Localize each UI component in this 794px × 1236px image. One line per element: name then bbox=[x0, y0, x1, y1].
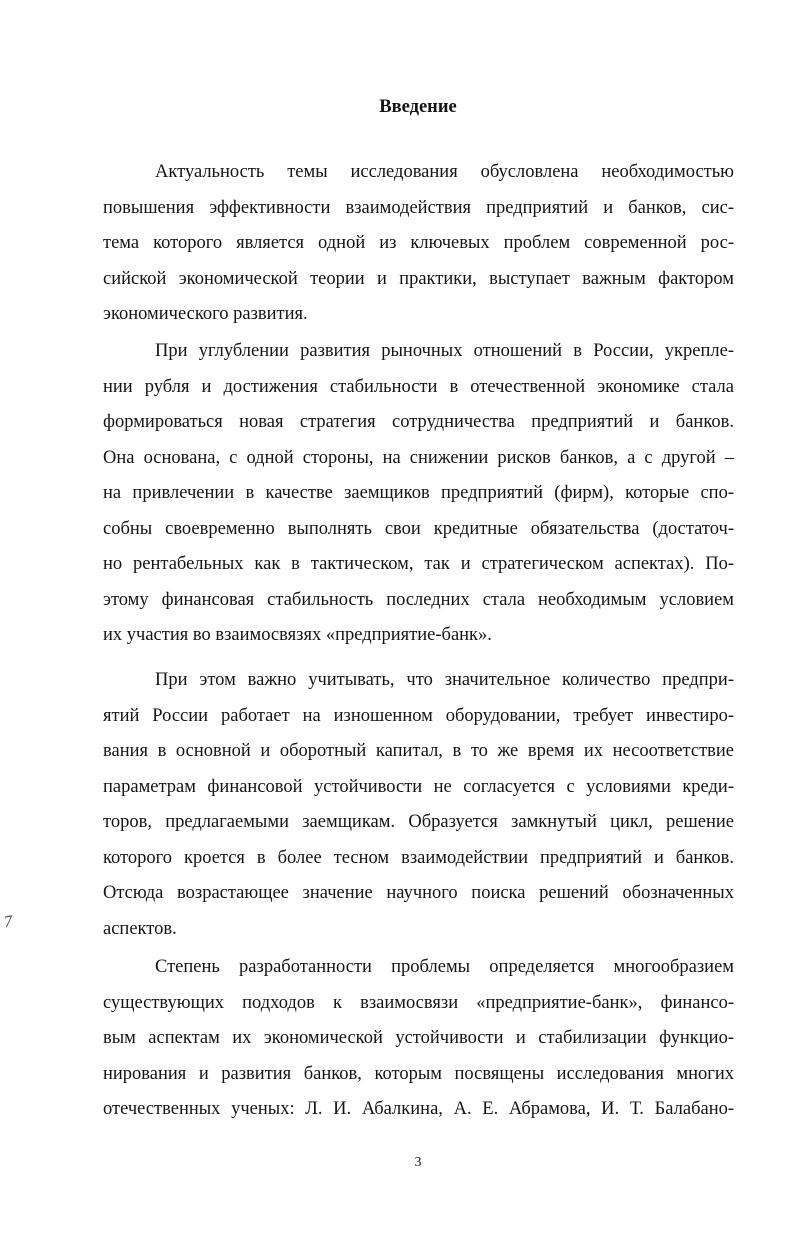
paragraph-line: торов, предлагаемыми заемщикам. Образуется замкнутый цикл, решение bbox=[103, 812, 734, 832]
paragraph-line: собны своевременно выполнять свои кредитные обязательства (достаточ- bbox=[103, 518, 734, 539]
paragraph-line: вым аспектам их экономической устойчивости и стабилизации функцио- bbox=[103, 1028, 734, 1048]
page-number: 3 bbox=[414, 1155, 422, 1170]
paragraph-line: При этом важно учитывать, что значительное количество предпри- bbox=[155, 670, 734, 690]
paragraph-4 bbox=[103, 950, 734, 1128]
paragraph-line: существующих подходов к взаимосвязи «предприятие-банк», финансо- bbox=[103, 992, 734, 1013]
paragraph-line: их участия во взаимосвязях «предприятие-банк». bbox=[103, 625, 492, 645]
paragraph-line: параметрам финансовой устойчивости не согласуется с условиями креди- bbox=[103, 776, 734, 797]
paragraph-line: повышения эффективности взаимодействия предприятий и банков, сис- bbox=[103, 197, 734, 218]
paragraph-3 bbox=[103, 663, 734, 947]
margin-pencil-mark: 7 bbox=[2, 911, 14, 932]
paragraph-line: нии рубля и достижения стабильности в отечественной экономике стала bbox=[103, 376, 734, 397]
paragraph-line: ятий России работает на изношенном оборудовании, требует инвестиро- bbox=[103, 705, 734, 726]
paragraph-line: вания в основной и оборотный капитал, в то же время их несоответствие bbox=[103, 741, 734, 761]
paragraph-line: Актуальность темы исследования обусловлена необходимостью bbox=[155, 162, 734, 182]
paragraph-line: Отсюда возрастающее значение научного поиска решений обозначенных bbox=[103, 883, 734, 903]
paragraph-line: Степень разработанности проблемы определяется многообразием bbox=[155, 957, 734, 977]
paragraph-line: При углублении развития рыночных отношений в России, укрепле- bbox=[155, 341, 734, 361]
paragraph-line: которого кроется в более тесном взаимодействии предприятий и банков. bbox=[103, 847, 734, 868]
paragraph-line: формироваться новая стратегия сотрудничества предприятий и банков. bbox=[103, 412, 734, 432]
paragraph-line: экономического развития. bbox=[103, 304, 308, 324]
paragraph-1 bbox=[103, 155, 734, 333]
paragraph-line: но рентабельных как в тактическом, так и стратегическом аспектах). По- bbox=[103, 554, 734, 574]
paragraph-line: сийской экономической теории и практики, выступает важным фактором bbox=[103, 268, 734, 289]
paragraph-line: тема которого является одной из ключевых проблем современной рос- bbox=[103, 233, 734, 253]
page-title: Введение bbox=[379, 97, 457, 117]
paragraph-line: нирования и развития банков, которым посвящены исследования многих bbox=[103, 1063, 734, 1084]
paragraph-line: этому финансовая стабильность последних стала необходимым условием bbox=[103, 589, 734, 610]
paragraph-line: на привлечении в качестве заемщиков предприятий (фирм), которые спо- bbox=[103, 483, 734, 503]
paragraph-line: отечественных ученых: Л. И. Абалкина, А. Е. Абрамова, И. Т. Балабано- bbox=[103, 1099, 734, 1119]
paragraph-line: Она основана, с одной стороны, на снижении рисков банков, а с другой – bbox=[103, 447, 734, 468]
paragraph-line: аспектов. bbox=[103, 918, 177, 939]
paragraph-2 bbox=[103, 334, 734, 654]
